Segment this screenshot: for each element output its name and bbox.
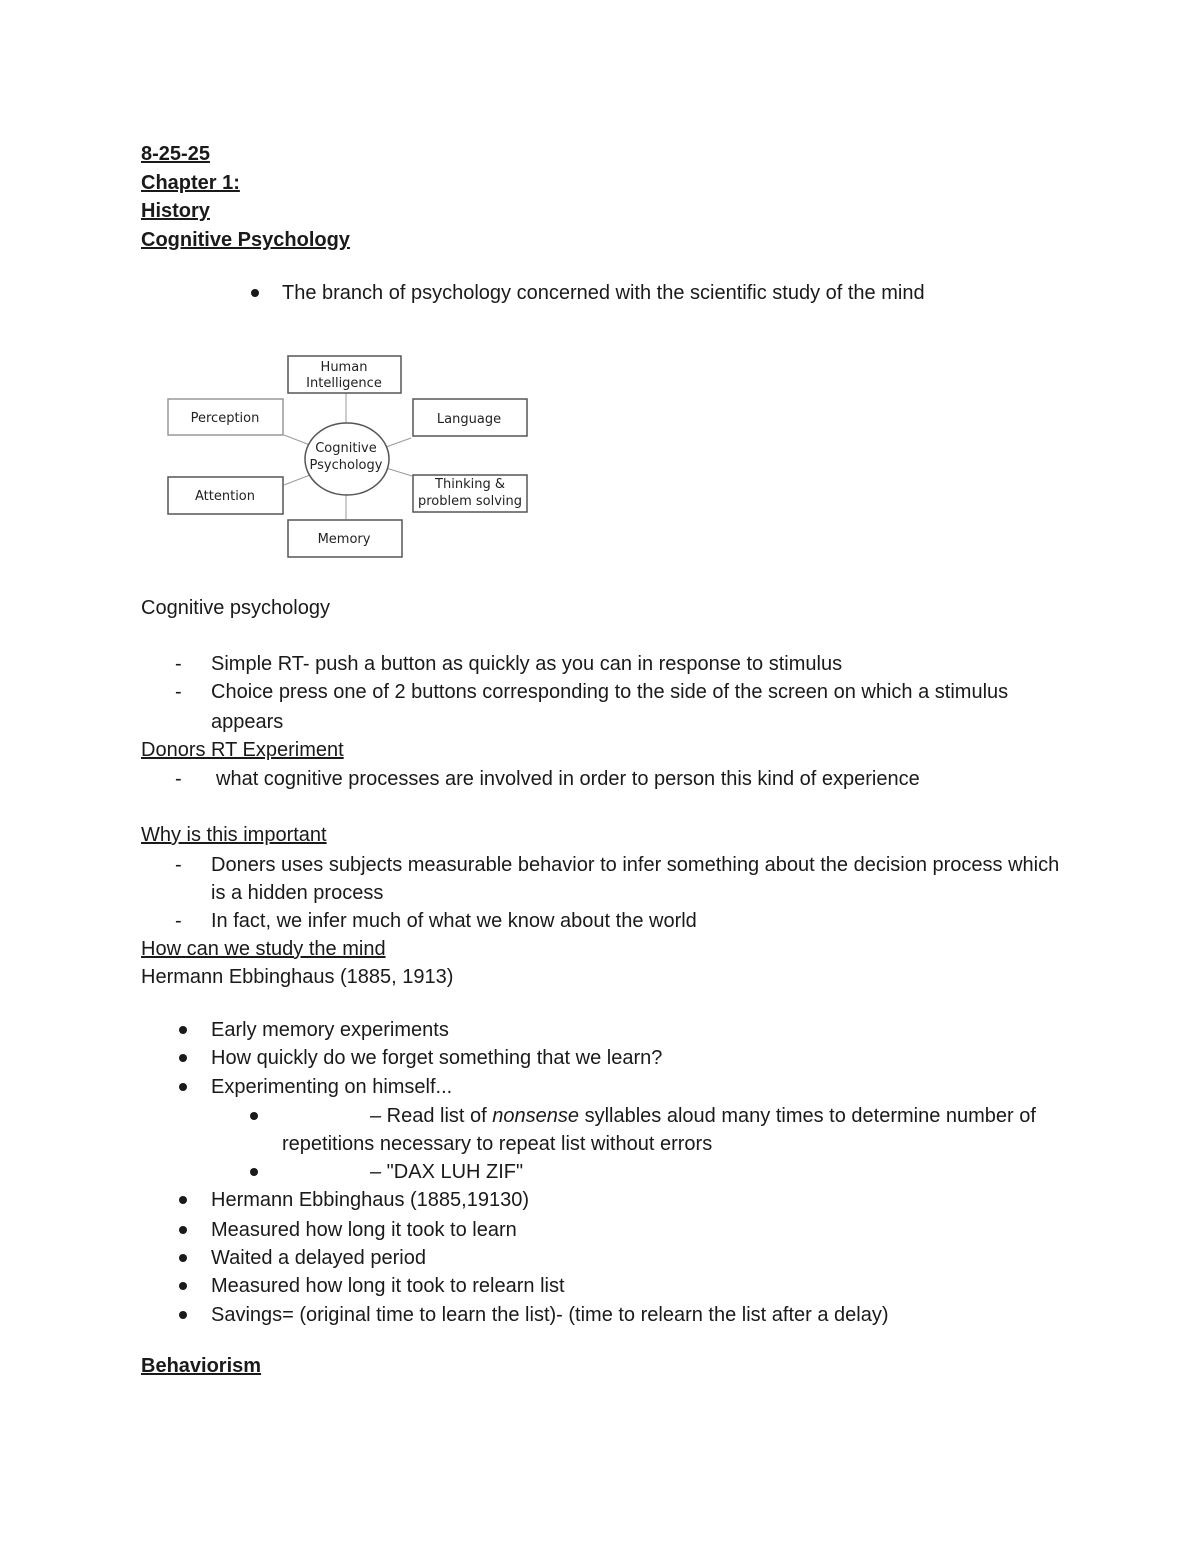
doners-item-line2: is a hidden process bbox=[211, 882, 384, 904]
how-heading: How can we study the mind bbox=[141, 938, 386, 960]
memory-item-read-line1 bbox=[370, 1102, 1036, 1130]
donors-heading: Donors RT Experiment bbox=[141, 739, 344, 761]
diagram-thinking-line2: problem solving bbox=[417, 494, 523, 509]
why-heading: Why is this important bbox=[141, 824, 327, 846]
diagram-center-line2: Psychology bbox=[309, 458, 383, 473]
choice-rt-item-line1: Choice press one of 2 buttons corresponding to the side of the screen on which a stimulus bbox=[211, 681, 1009, 703]
memory-item-dax: – "DAX LUH ZIF" bbox=[370, 1161, 524, 1183]
bullet-icon bbox=[250, 1168, 258, 1176]
section-label: Cognitive psychology bbox=[141, 597, 330, 619]
bullet-icon bbox=[250, 1112, 258, 1120]
bullet-icon bbox=[251, 289, 259, 297]
diagram-language-label: Language bbox=[436, 412, 502, 427]
chapter-heading: Chapter 1: bbox=[141, 172, 240, 194]
simple-rt-item: Simple RT- push a button as quickly as you can in response to stimulus bbox=[211, 653, 843, 675]
cognitive-psychology-diagram bbox=[165, 353, 533, 561]
date-heading: 8-25-25 bbox=[141, 143, 210, 165]
read-prefix: – Read list of bbox=[370, 1105, 493, 1127]
diagram-human-line2: Intelligence bbox=[306, 376, 382, 391]
memory-item-waited: Waited a delayed period bbox=[211, 1247, 426, 1269]
diagram-center-line1: Cognitive bbox=[315, 441, 377, 456]
bullet-icon bbox=[179, 1254, 187, 1262]
bullet-icon bbox=[179, 1054, 187, 1062]
bullet-icon bbox=[179, 1226, 187, 1234]
bullet-icon bbox=[179, 1196, 187, 1204]
diagram-attention-label: Attention bbox=[195, 489, 255, 504]
dash-marker: - bbox=[175, 681, 182, 703]
memory-item-read-line2: repetitions necessary to repeat list without errors bbox=[282, 1133, 713, 1155]
dash-marker: - bbox=[175, 653, 182, 675]
cognitive-psychology-heading: Cognitive Psychology bbox=[141, 229, 350, 251]
choice-rt-item-line2: appears bbox=[211, 711, 284, 733]
read-italic: nonsense bbox=[492, 1105, 580, 1127]
diagram-thinking-line1: Thinking & bbox=[435, 477, 505, 492]
infer-item: In fact, we infer much of what we know about the world bbox=[211, 910, 697, 932]
history-heading: History bbox=[141, 200, 210, 222]
memory-item-early: Early memory experiments bbox=[211, 1019, 449, 1041]
doners-item-line1: Doners uses subjects measurable behavior to infer something about the decision process which bbox=[211, 854, 1060, 876]
diagram-memory-label: Memory bbox=[317, 532, 371, 547]
memory-item-forget: How quickly do we forget something that we learn? bbox=[211, 1047, 663, 1069]
memory-item-ebb2: Hermann Ebbinghaus (1885,19130) bbox=[211, 1189, 529, 1211]
dash-marker: - bbox=[175, 854, 182, 876]
diagram-perception-label: Perception bbox=[190, 411, 260, 426]
dash-marker: - bbox=[175, 910, 182, 932]
bullet-icon bbox=[179, 1311, 187, 1319]
read-suffix: syllables aloud many times to determine number of bbox=[579, 1105, 1036, 1127]
diagram-human-line1: Human bbox=[320, 360, 368, 375]
bullet-icon bbox=[179, 1083, 187, 1091]
memory-item-relearn: Measured how long it took to relearn list bbox=[211, 1275, 565, 1297]
dash-marker: - bbox=[175, 768, 182, 790]
behaviorism-heading: Behaviorism bbox=[141, 1355, 262, 1377]
donors-item: what cognitive processes are involved in order to person this kind of experience bbox=[216, 768, 920, 790]
bullet-icon bbox=[179, 1282, 187, 1290]
definition-text: The branch of psychology concerned with the scientific study of the mind bbox=[282, 282, 925, 304]
bullet-icon bbox=[179, 1026, 187, 1034]
memory-item-savings: Savings= (original time to learn the list)- (time to relearn the list after a delay) bbox=[211, 1304, 889, 1326]
ebbinghaus-line: Hermann Ebbinghaus (1885, 1913) bbox=[141, 966, 454, 988]
memory-item-measured: Measured how long it took to learn bbox=[211, 1219, 517, 1241]
memory-item-himself: Experimenting on himself... bbox=[211, 1076, 453, 1098]
